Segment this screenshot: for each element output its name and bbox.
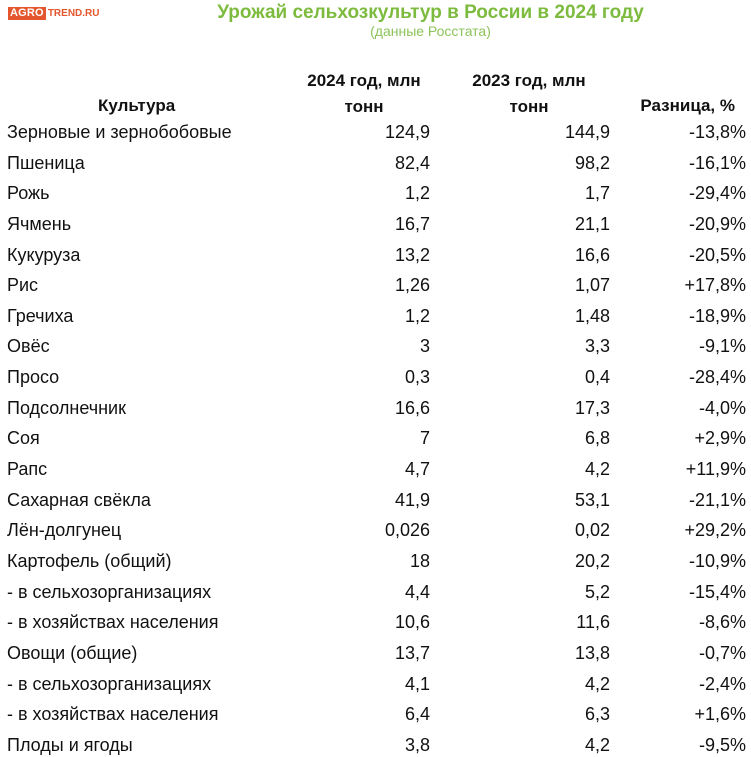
cell-diff: -4,0% <box>698 397 746 418</box>
table-row <box>0 485 751 516</box>
cell-culture: Рапс <box>7 459 48 480</box>
cell-2023: 6,8 <box>584 428 610 449</box>
cell-culture: Соя <box>7 428 40 449</box>
cell-2024: 3 <box>419 336 430 357</box>
cell-diff: -20,9% <box>688 213 746 234</box>
cell-diff: -9,1% <box>698 336 746 357</box>
cell-2023: 20,2 <box>574 550 610 571</box>
table-row <box>0 607 751 638</box>
cell-2023: 11,6 <box>576 612 610 633</box>
cell-diff: -2,4% <box>698 673 746 694</box>
cell-diff: +17,8% <box>684 275 746 296</box>
cell-2023: 6,3 <box>584 704 610 725</box>
table-row <box>0 240 751 271</box>
cell-diff: -0,7% <box>698 642 746 663</box>
cell-diff: -9,5% <box>698 734 746 755</box>
cell-diff: -29,4% <box>688 183 746 204</box>
cell-2023: 53,1 <box>574 489 610 510</box>
cell-2024: 82,4 <box>394 152 430 173</box>
cell-culture: - в хозяйствах населения <box>7 704 219 725</box>
cell-2024: 4,4 <box>404 581 430 602</box>
cell-2024: 4,1 <box>404 673 430 694</box>
cell-diff: +11,9% <box>685 459 746 480</box>
cell-2024: 124,9 <box>384 122 430 142</box>
page-subtitle: (данные Росстата) <box>370 23 491 39</box>
cell-culture: Зерновые и зернобобовые <box>7 122 232 142</box>
cell-culture: Гречиха <box>7 305 74 326</box>
cell-culture: - в хозяйствах населения <box>7 612 219 633</box>
table-row <box>0 577 751 608</box>
cell-2023: 4,2 <box>584 459 610 480</box>
cell-diff: -13,8% <box>688 122 746 142</box>
cell-2024: 13,7 <box>394 642 430 663</box>
cell-diff: +29,2% <box>684 520 746 541</box>
table-row <box>0 148 751 179</box>
cell-2023: 5,2 <box>584 581 610 602</box>
cell-diff: -16,1% <box>688 152 746 173</box>
cell-2023: 144,9 <box>564 122 610 142</box>
cell-diff: +2,9% <box>694 428 746 449</box>
table-row <box>0 117 751 148</box>
header-diff: Разница, % <box>640 96 735 115</box>
cell-2023: 21,1 <box>574 213 610 234</box>
table-row <box>0 699 751 730</box>
logo-agro: AGRO <box>10 6 44 19</box>
header-2024 <box>278 68 450 120</box>
cell-diff: -28,4% <box>688 367 746 388</box>
cell-culture: Пшеница <box>7 152 85 173</box>
header-culture: Культура <box>98 96 176 115</box>
cell-2023: 16,6 <box>574 244 610 265</box>
cell-2024: 1,2 <box>404 305 430 326</box>
cell-culture: Подсолнечник <box>7 397 126 418</box>
cell-2024: 3,8 <box>404 734 430 755</box>
cell-2024: 7 <box>419 428 430 449</box>
table-row <box>0 331 751 362</box>
cell-2023: 1,07 <box>574 275 610 296</box>
cell-2024: 16,7 <box>394 213 430 234</box>
cell-2024: 0,026 <box>384 520 430 541</box>
cell-2023: 1,7 <box>584 183 610 204</box>
cell-2024: 0,3 <box>404 367 430 388</box>
header-2023-line1: 2023 год, млн <box>472 71 586 90</box>
table-row <box>0 270 751 301</box>
cell-culture: Сахарная свёкла <box>7 489 151 510</box>
cell-2024: 10,6 <box>394 612 430 633</box>
cell-diff: -8,6% <box>698 612 746 633</box>
logo-trend: TREND.RU <box>47 7 100 19</box>
table-row <box>0 638 751 669</box>
cell-2024: 41,9 <box>394 489 430 510</box>
cell-culture: Кукуруза <box>7 244 81 265</box>
table-row <box>0 178 751 209</box>
cell-diff: -21,1% <box>688 489 746 510</box>
cell-culture: Рожь <box>7 183 50 204</box>
cell-2024: 1,26 <box>394 275 430 296</box>
table-row <box>0 301 751 332</box>
table-row <box>0 423 751 454</box>
cell-2024: 16,6 <box>394 397 430 418</box>
cell-2023: 0,02 <box>574 520 610 541</box>
cell-culture: - в сельхозорганизациях <box>7 673 212 694</box>
table-row <box>0 730 751 757</box>
cell-2023: 3,3 <box>584 336 610 357</box>
cell-culture: Лён-долгунец <box>7 520 122 541</box>
table-row <box>0 209 751 240</box>
cell-culture: Рис <box>7 275 39 296</box>
cell-2023: 4,2 <box>584 734 610 755</box>
page-title: Урожай сельхозкультур в России в 2024 году <box>217 2 644 23</box>
cell-2023: 1,48 <box>574 305 610 326</box>
cell-culture: Овощи (общие) <box>7 642 138 663</box>
header-2024-line1: 2024 год, млн <box>307 71 421 90</box>
cell-culture: Плоды и ягоды <box>7 734 133 755</box>
cell-2023: 17,3 <box>574 397 610 418</box>
header-2024-line2: тонн <box>344 97 384 116</box>
table-row <box>0 393 751 424</box>
cell-culture: Просо <box>7 367 60 388</box>
cell-diff: -10,9% <box>688 550 746 571</box>
table-row <box>0 546 751 577</box>
cell-culture: Овёс <box>7 336 50 357</box>
cell-2024: 4,7 <box>404 459 430 480</box>
cell-2024: 13,2 <box>394 244 430 265</box>
cell-diff: -18,9% <box>688 305 746 326</box>
table-row <box>0 362 751 393</box>
cell-2023: 0,4 <box>584 367 610 388</box>
cell-2023: 4,2 <box>584 673 610 694</box>
cell-2024: 1,2 <box>404 183 430 204</box>
cell-diff: +1,6% <box>694 704 746 725</box>
cell-2024: 6,4 <box>404 704 430 725</box>
cell-culture: Картофель (общий) <box>7 550 172 571</box>
header-2023-line2: тонн <box>509 97 549 116</box>
cell-culture: - в сельхозорганизациях <box>7 581 212 602</box>
table-row <box>0 515 751 546</box>
cell-culture: Ячмень <box>7 213 72 234</box>
table-row <box>0 669 751 700</box>
cell-2023: 13,8 <box>574 642 610 663</box>
cell-diff: -20,5% <box>688 244 746 265</box>
table-body <box>0 117 751 757</box>
cell-2023: 98,2 <box>574 152 610 173</box>
table-row <box>0 454 751 485</box>
header-2023 <box>445 68 613 120</box>
cell-diff: -15,4% <box>688 581 746 602</box>
cell-2024: 18 <box>409 550 430 571</box>
